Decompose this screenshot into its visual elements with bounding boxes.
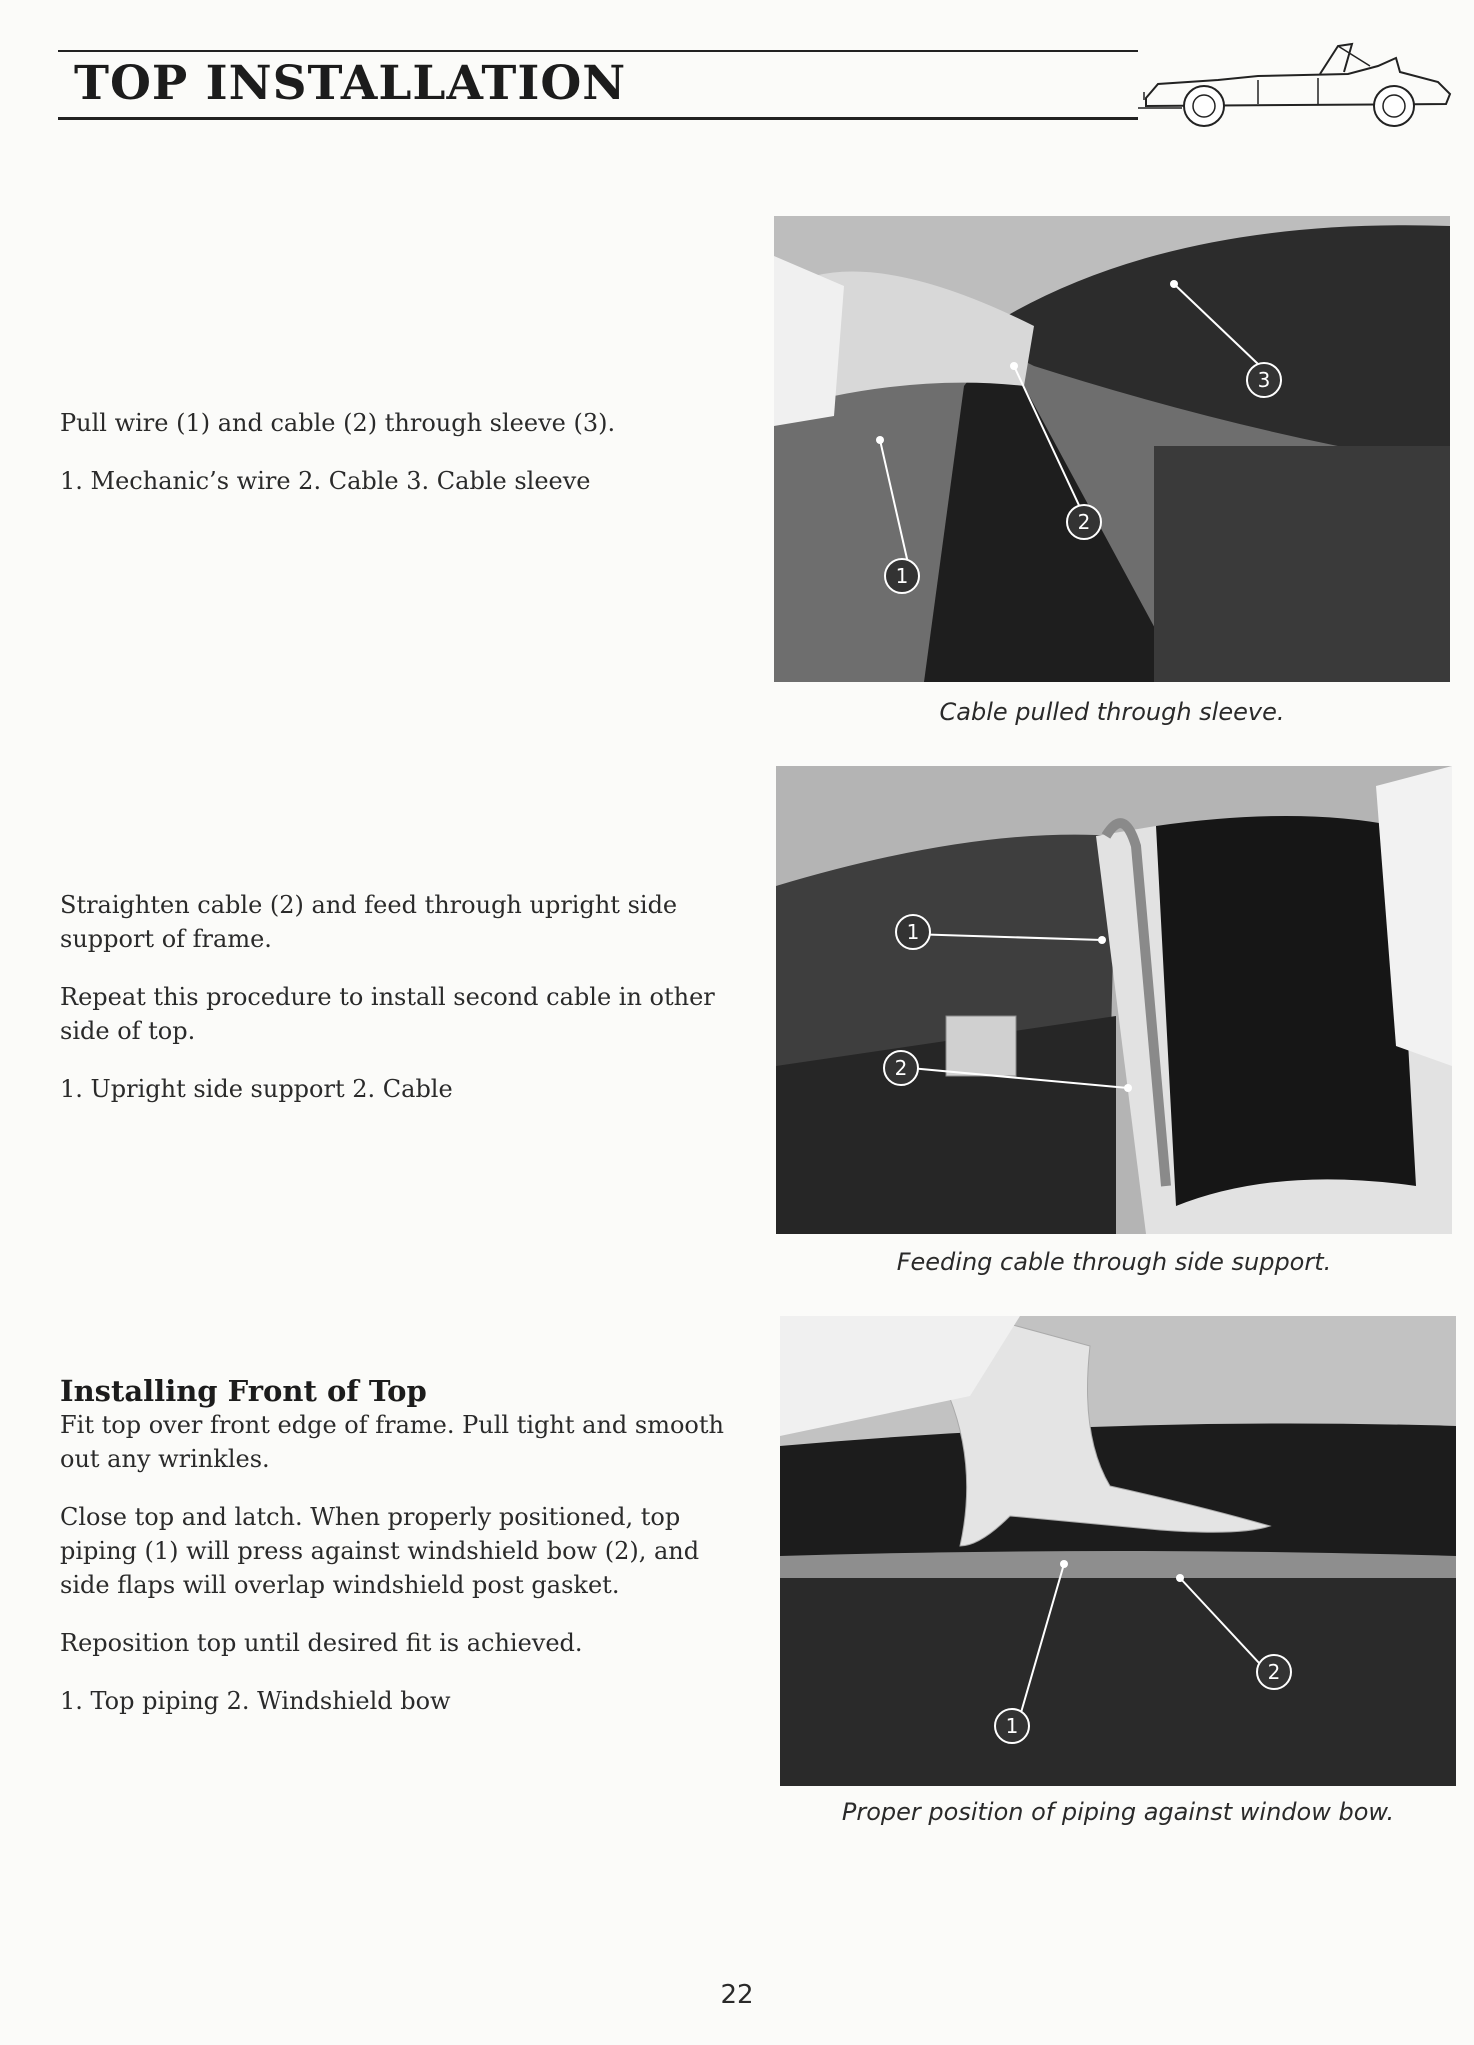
caption-photo-1: Cable pulled through sleeve. [939, 698, 1285, 726]
section-1-legend: 1. Mechanic’s wire 2. Cable 3. Cable sleeve [60, 467, 591, 495]
section-3-paragraph-1: Fit top over front edge of frame. Pull tight and smooth out any wrinkles. [60, 1411, 724, 1473]
section-3-paragraph-2: Close top and latch. When properly positioned, top piping (1) will press against windshield bow (2), and side flaps will overlap windshield post gasket. [60, 1503, 700, 1599]
convertible-car-icon [1138, 36, 1458, 136]
callout-1: 1 [906, 920, 920, 944]
caption-photo-3: Proper position of piping against window bow. [841, 1798, 1395, 1826]
callout-2: 2 [1267, 1660, 1281, 1684]
header-rule-bottom [58, 117, 1138, 120]
callout-1: 1 [1005, 1714, 1019, 1738]
section-2-text [60, 888, 732, 1130]
photo-side-support [776, 766, 1452, 1234]
page-number: 22 [720, 1980, 754, 2010]
section-3-legend: 1. Top piping 2. Windshield bow [60, 1687, 451, 1715]
callout-2: 2 [894, 1056, 908, 1080]
section-1-paragraph: Pull wire (1) and cable (2) through sleeve (3). [60, 409, 616, 437]
callout-1: 1 [895, 564, 909, 588]
photo-piping-position [780, 1316, 1456, 1786]
section-2-legend: 1. Upright side support 2. Cable [60, 1075, 453, 1103]
callout-2: 2 [1077, 510, 1091, 534]
header-rule-top [58, 50, 1138, 52]
section-3-text [60, 1374, 740, 1742]
photo-cable-sleeve [774, 216, 1450, 682]
section-3-paragraph-3: Reposition top until desired fit is achieved. [60, 1629, 583, 1657]
callout-3: 3 [1257, 368, 1271, 392]
section-3-heading: Installing Front of Top [60, 1374, 427, 1408]
section-1-text [60, 406, 720, 522]
caption-photo-2: Feeding cable through side support. [896, 1248, 1332, 1276]
section-2-paragraph-2: Repeat this procedure to install second cable in other side of top. [60, 983, 715, 1045]
page-title: TOP INSTALLATION [74, 56, 627, 111]
section-2-paragraph-1: Straighten cable (2) and feed through upright side support of frame. [60, 891, 678, 953]
